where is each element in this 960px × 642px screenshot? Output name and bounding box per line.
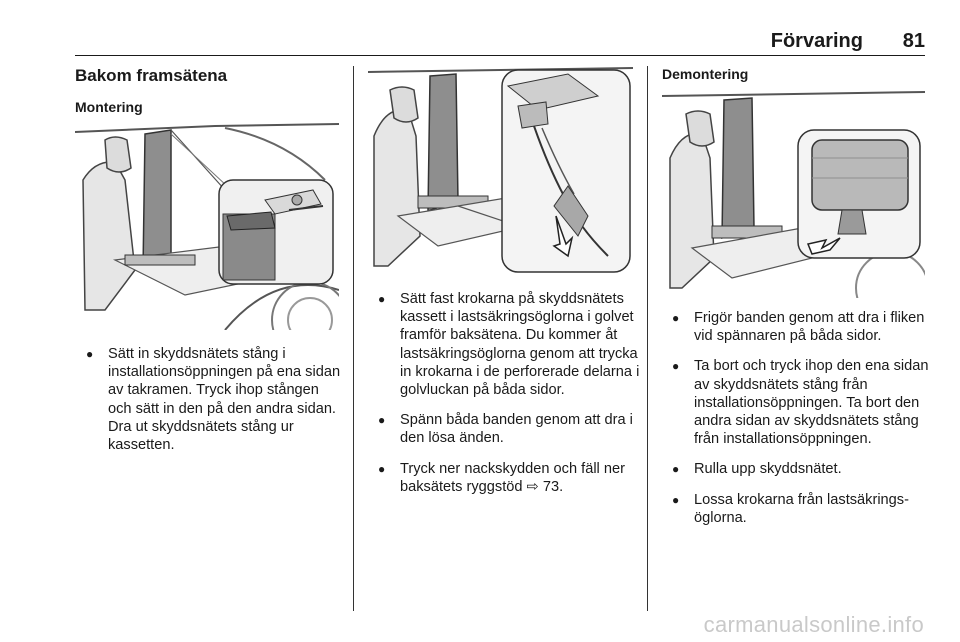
figure-montering bbox=[75, 120, 339, 330]
column-divider-right bbox=[647, 66, 648, 611]
illustration-attach-hooks bbox=[368, 66, 633, 276]
bullet-list-hooks bbox=[378, 290, 640, 508]
subsection-title-montering: Montering bbox=[75, 99, 143, 115]
header-rule bbox=[75, 55, 925, 56]
subsection-title-demontering: Demontering bbox=[662, 66, 749, 82]
page-number: 81 bbox=[902, 30, 925, 52]
section-title: Bakom framsätena bbox=[75, 66, 228, 85]
chapter-title: Förvaring bbox=[770, 30, 863, 52]
bullet-list-demontering bbox=[672, 309, 930, 539]
illustration-install-rod bbox=[75, 120, 339, 330]
figure-hooks bbox=[368, 66, 633, 276]
list-item: ● Sätt in skyddsnätets stång i installationsöppningen på ena sidan av takramen. Tryck ihop stången och sätt in den på den andra sidan. Dra ut skyddsnätets stång ur kassetten. bbox=[86, 345, 344, 454]
list-item: ● Lossa krokarna från lastsäkringsöglorna. bbox=[672, 491, 930, 527]
list-item: ● Tryck ner nackskydden och fäll ner baksätets ryggstöd ⇨ 73. bbox=[378, 460, 640, 496]
list-item: ● Rulla upp skyddsnätet. bbox=[672, 460, 930, 478]
figure-demontering bbox=[662, 88, 925, 298]
list-item: ● Ta bort och tryck ihop den ena sidan av skyddsnätets stång från installationsöppningen. Ta bort den andra sidan av skyddsnätets stång från installationsöppningen. bbox=[672, 357, 930, 448]
bullet-list-montering bbox=[86, 345, 344, 466]
list-item: ● Spänn båda banden genom att dra i den lösa änden. bbox=[378, 411, 640, 447]
page-header bbox=[75, 30, 925, 52]
list-item: ● Sätt fast krokarna på skyddsnätets kassett i lastsäkringsöglorna i golvet framför baksätena. Du kommer åt lastsäkringsöglorna genom att trycka in krokarna i de perforerade delarna i golvluckan på båda sidor. bbox=[378, 290, 640, 399]
illustration-remove-net bbox=[662, 88, 925, 298]
column-divider-left bbox=[353, 66, 354, 611]
list-item: ● Frigör banden genom att dra i fliken vid spännaren på båda sidor. bbox=[672, 309, 930, 345]
watermark: carmanualsonline.info bbox=[703, 612, 924, 637]
